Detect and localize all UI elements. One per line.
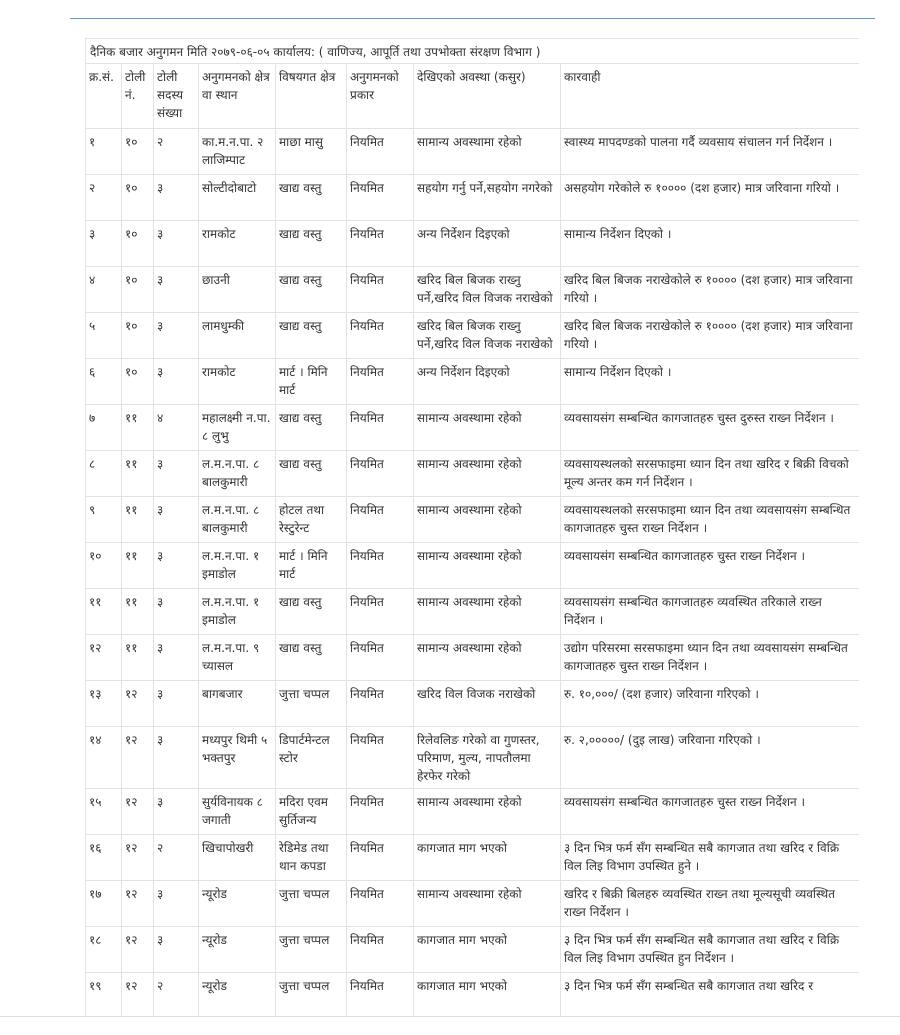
cell-finding: सहयोग गर्नु पर्ने,सहयोग नगरेको	[414, 175, 561, 221]
cell-action: उद्योग परिसरमा सरसफाइमा ध्यान दिन तथा व्यवसायसंग सम्बन्धित कागजातहरु चुस्त राख्न निर्देशन ।	[561, 635, 860, 681]
cell-members: ३	[154, 451, 199, 497]
cell-type: नियमित	[347, 405, 414, 451]
table-row	[86, 405, 860, 451]
header-sn: क्र.सं.	[86, 64, 122, 129]
cell-type: नियमित	[347, 973, 414, 1019]
cell-finding: सामान्य अवस्थामा रहेको	[414, 589, 561, 635]
cell-finding: सामान्य अवस्थामा रहेको	[414, 543, 561, 589]
cell-team-no: ११	[122, 543, 154, 589]
cell-sn: १२	[86, 635, 122, 681]
cell-type: नियमित	[347, 451, 414, 497]
cell-finding: सामान्य अवस्थामा रहेको	[414, 497, 561, 543]
cell-members: ३	[154, 359, 199, 405]
cell-team-no: १२	[122, 789, 154, 835]
table-row	[86, 927, 860, 973]
cell-sector: जुत्ता चप्पल	[276, 927, 347, 973]
cell-team-no: १०	[122, 267, 154, 313]
cell-team-no: ११	[122, 635, 154, 681]
cell-place: रामकोट	[199, 359, 276, 405]
cell-sector: खाद्य वस्तु	[276, 221, 347, 267]
cell-finding: अन्य निर्देशन दिइएको	[414, 359, 561, 405]
cell-finding: खरिद विल विजक नराखेको	[414, 681, 561, 727]
header-members: टोली सदस्य संख्या	[154, 64, 199, 129]
cell-members: ३	[154, 543, 199, 589]
cell-finding: रिलेवलिङ गरेको वा गुणस्तर, परिमाण, मुल्य, नापतौलमा हेरफेर गरेको	[414, 727, 561, 789]
cell-sector: जुत्ता चप्पल	[276, 681, 347, 727]
cell-sn: १५	[86, 789, 122, 835]
table-row	[86, 175, 860, 221]
cell-finding: कागजात माग भएको	[414, 973, 561, 1019]
cell-members: ३	[154, 313, 199, 359]
table-row	[86, 451, 860, 497]
cell-action: व्यवसायस्थलको सरसफाइमा ध्यान दिन तथा व्यवसायसंग सम्बन्धित कागजातहरु चुस्त राख्न निर्देशन ।	[561, 497, 860, 543]
table-caption: दैनिक बजार अनुगमन मिति २०७९-०६-०५ कार्यालय: ( वाणिज्य, आपूर्ति तथा उपभोक्ता संरक्षण विभाग )	[86, 39, 860, 64]
cell-place: महालक्ष्मी न.पा. ८ लुभु	[199, 405, 276, 451]
cell-action: ३ दिन भित्र फर्म सँग सम्बन्धित सबै कागजात तथा खरिद र	[561, 973, 860, 1019]
cell-type: नियमित	[347, 681, 414, 727]
cell-action: खरिद बिल बिजक नराखेकोले रु १०००० (दश हजार) मात्र जरिवाना गरियो ।	[561, 267, 860, 313]
cell-team-no: १०	[122, 221, 154, 267]
cell-sn: १३	[86, 681, 122, 727]
cell-sn: ८	[86, 451, 122, 497]
cell-finding: सामान्य अवस्थामा रहेको	[414, 129, 561, 175]
cell-sector: मार्ट । मिनि मार्ट	[276, 543, 347, 589]
cell-type: नियमित	[347, 267, 414, 313]
cell-team-no: ११	[122, 589, 154, 635]
cell-action: खरिद र बिक्री बिलहरु व्यवस्थित राख्न तथा मूल्यसूची व्यवस्थित राख्न निर्देशन ।	[561, 881, 860, 927]
cell-sn: ५	[86, 313, 122, 359]
cell-members: ४	[154, 405, 199, 451]
cell-sector: खाद्य वस्तु	[276, 175, 347, 221]
cell-type: नियमित	[347, 881, 414, 927]
cell-members: ३	[154, 221, 199, 267]
cell-members: ३	[154, 497, 199, 543]
cell-sn: १	[86, 129, 122, 175]
cell-team-no: ११	[122, 451, 154, 497]
cell-place: रामकोट	[199, 221, 276, 267]
cell-action: सामान्य निर्देशन दिएको ।	[561, 221, 860, 267]
cell-place: ल.म.न.पा. ८ बालकुमारी	[199, 451, 276, 497]
cell-sector: खाद्य वस्तु	[276, 589, 347, 635]
table-row	[86, 359, 860, 405]
table-row	[86, 835, 860, 881]
cell-members: ३	[154, 635, 199, 681]
cell-action: व्यवसायसंग सम्बन्धित कागजातहरु चुस्त राख्न निर्देशन ।	[561, 543, 860, 589]
cell-type: नियमित	[347, 927, 414, 973]
cell-place: न्यूरोड	[199, 973, 276, 1019]
cell-finding: कागजात माग भएको	[414, 927, 561, 973]
cell-sn: ४	[86, 267, 122, 313]
market-monitoring-table	[85, 38, 859, 1019]
table-row	[86, 635, 860, 681]
table-row	[86, 267, 860, 313]
cell-place: ल.म.न.पा. १ इमाडोल	[199, 589, 276, 635]
cell-team-no: ११	[122, 497, 154, 543]
cell-sn: १०	[86, 543, 122, 589]
cell-place: लामधुम्की	[199, 313, 276, 359]
cell-sn: १७	[86, 881, 122, 927]
bottom-edge	[0, 1016, 900, 1035]
cell-sector: मदिरा एवम सुर्तिजन्य	[276, 789, 347, 835]
cell-type: नियमित	[347, 313, 414, 359]
cell-sector: खाद्य वस्तु	[276, 635, 347, 681]
cell-team-no: १२	[122, 727, 154, 789]
header-finding: देखिएको अवस्था (कसुर)	[414, 64, 561, 129]
header-sector: विषयगत क्षेत्र	[276, 64, 347, 129]
cell-sn: ३	[86, 221, 122, 267]
cell-type: नियमित	[347, 835, 414, 881]
cell-finding: कागजात माग भएको	[414, 835, 561, 881]
cell-sector: खाद्य वस्तु	[276, 451, 347, 497]
table-row	[86, 129, 860, 175]
header-team-no: टोली नं.	[122, 64, 154, 129]
cell-finding: सामान्य अवस्थामा रहेको	[414, 451, 561, 497]
cell-sector: खाद्य वस्तु	[276, 405, 347, 451]
cell-action: व्यवसायसंग सम्बन्धित कागजातहरु व्यवस्थित तरिकाले राख्न निर्देशन ।	[561, 589, 860, 635]
cell-team-no: १०	[122, 313, 154, 359]
cell-place: सुर्यविनायक ८ जगाती	[199, 789, 276, 835]
cell-type: नियमित	[347, 129, 414, 175]
cell-team-no: १२	[122, 835, 154, 881]
table-row	[86, 497, 860, 543]
cell-place: छाउनी	[199, 267, 276, 313]
cell-finding: खरिद बिल बिजक राख्नु पर्ने,खरिद विल विजक नराखेको	[414, 267, 561, 313]
cell-action: असहयोग गरेकोले रु १०००० (दश हजार) मात्र जरिवाना गरियो ।	[561, 175, 860, 221]
cell-sector: डिपार्टमेन्टल स्टोर	[276, 727, 347, 789]
cell-team-no: १२	[122, 881, 154, 927]
cell-sector: रेडिमेड तथा थान कपडा	[276, 835, 347, 881]
cell-sector: खाद्य वस्तु	[276, 267, 347, 313]
cell-sn: १९	[86, 973, 122, 1019]
table-row	[86, 789, 860, 835]
cell-place: का.म.न.पा. २ लाजिम्पाट	[199, 129, 276, 175]
cell-sector: मार्ट । मिनि मार्ट	[276, 359, 347, 405]
cell-team-no: १२	[122, 973, 154, 1019]
cell-members: ३	[154, 681, 199, 727]
cell-type: नियमित	[347, 175, 414, 221]
header-place: अनुगमनको क्षेत्र वा स्थान	[199, 64, 276, 129]
cell-members: ३	[154, 175, 199, 221]
cell-action: सामान्य निर्देशन दिएको ।	[561, 359, 860, 405]
table-row	[86, 681, 860, 727]
cell-members: २	[154, 835, 199, 881]
cell-finding: सामान्य अवस्थामा रहेको	[414, 881, 561, 927]
cell-members: ३	[154, 789, 199, 835]
header-row	[86, 64, 860, 129]
cell-place: सोल्टीदोबाटो	[199, 175, 276, 221]
cell-sn: २	[86, 175, 122, 221]
cell-type: नियमित	[347, 497, 414, 543]
header-action: कारवाही	[561, 64, 860, 129]
cell-type: नियमित	[347, 359, 414, 405]
cell-type: नियमित	[347, 589, 414, 635]
cell-sector: जुत्ता चप्पल	[276, 973, 347, 1019]
cell-sn: १४	[86, 727, 122, 789]
cell-type: नियमित	[347, 543, 414, 589]
table-row	[86, 589, 860, 635]
cell-team-no: १०	[122, 129, 154, 175]
cell-sector: माछा मासु	[276, 129, 347, 175]
cell-sector: होटल तथा रेस्टुरेन्ट	[276, 497, 347, 543]
cell-members: ३	[154, 727, 199, 789]
cell-action: खरिद बिल बिजक नराखेकोले रु १०००० (दश हजार) मात्र जरिवाना गरियो ।	[561, 313, 860, 359]
cell-action: व्यवसायसंग सम्बन्धित कागजातहरु चुस्त राख्न निर्देशन ।	[561, 789, 860, 835]
cell-place: ल.म.न.पा. १ इमाडोल	[199, 543, 276, 589]
cell-finding: अन्य निर्देशन दिइएको	[414, 221, 561, 267]
cell-finding: सामान्य अवस्थामा रहेको	[414, 635, 561, 681]
cell-sn: ७	[86, 405, 122, 451]
cell-place: ल.म.न.पा. ८ बालकुमारी	[199, 497, 276, 543]
cell-action: व्यवसायस्थलको सरसफाइमा ध्यान दिन तथा खरिद र बिक्री विचको मूल्य अन्तर कम गर्न निर्देशन ।	[561, 451, 860, 497]
cell-members: ३	[154, 589, 199, 635]
cell-finding: सामान्य अवस्थामा रहेको	[414, 405, 561, 451]
table-row	[86, 543, 860, 589]
cell-action: रु. १०,०००/ (दश हजार) जरिवाना गरिएको ।	[561, 681, 860, 727]
cell-place: बागबजार	[199, 681, 276, 727]
table-row	[86, 727, 860, 789]
cell-action: रु. २,०००००/ (दुइ लाख) जरिवाना गरिएको ।	[561, 727, 860, 789]
table-row	[86, 881, 860, 927]
cell-members: ३	[154, 881, 199, 927]
cell-team-no: १२	[122, 927, 154, 973]
cell-finding: सामान्य अवस्थामा रहेको	[414, 789, 561, 835]
cell-place: न्यूरोड	[199, 881, 276, 927]
table-row	[86, 973, 860, 1019]
cell-sn: ९	[86, 497, 122, 543]
cell-members: ३	[154, 267, 199, 313]
cell-sector: जुत्ता चप्पल	[276, 881, 347, 927]
cell-type: नियमित	[347, 635, 414, 681]
cell-action: ३ दिन भित्र फर्म सँग सम्बन्धित सबै कागजात तथा खरिद र विक्रि विल लिइ विभाग उपस्थित हुन निर्देशन ।	[561, 927, 860, 973]
header-type: अनुगमनको प्रकार	[347, 64, 414, 129]
cell-members: २	[154, 973, 199, 1019]
cell-members: २	[154, 129, 199, 175]
cell-finding: खरिद बिल बिजक राख्नु पर्ने,खरिद विल विजक नराखेको	[414, 313, 561, 359]
cell-type: नियमित	[347, 727, 414, 789]
cell-team-no: ११	[122, 405, 154, 451]
cell-sector: खाद्य वस्तु	[276, 313, 347, 359]
cell-action: स्वास्थ्य मापदण्डको पालना गर्दै व्यवसाय संचालन गर्न निर्देशन ।	[561, 129, 860, 175]
cell-type: नियमित	[347, 789, 414, 835]
cell-sn: १८	[86, 927, 122, 973]
table-row	[86, 221, 860, 267]
cell-members: ३	[154, 927, 199, 973]
cell-team-no: १२	[122, 681, 154, 727]
cell-type: नियमित	[347, 221, 414, 267]
cell-place: ल.म.न.पा. ९ च्यासल	[199, 635, 276, 681]
top-divider	[70, 18, 875, 19]
cell-place: मध्यपुर थिमी ५ भक्तपुर	[199, 727, 276, 789]
cell-sn: १६	[86, 835, 122, 881]
cell-team-no: १०	[122, 359, 154, 405]
cell-action: व्यवसायसंग सम्बन्धित कागजातहरु चुस्त दुरुस्त राख्न निर्देशन ।	[561, 405, 860, 451]
cell-place: खिचापोखरी	[199, 835, 276, 881]
cell-sn: ६	[86, 359, 122, 405]
cell-sn: ११	[86, 589, 122, 635]
cell-action: ३ दिन भित्र फर्म सँग सम्बन्धित सबै कागजात तथा खरिद र विक्रि विल लिइ विभाग उपस्थित हुने ।	[561, 835, 860, 881]
table-row	[86, 313, 860, 359]
cell-team-no: १०	[122, 175, 154, 221]
report-container	[85, 38, 859, 1034]
cell-place: न्यूरोड	[199, 927, 276, 973]
